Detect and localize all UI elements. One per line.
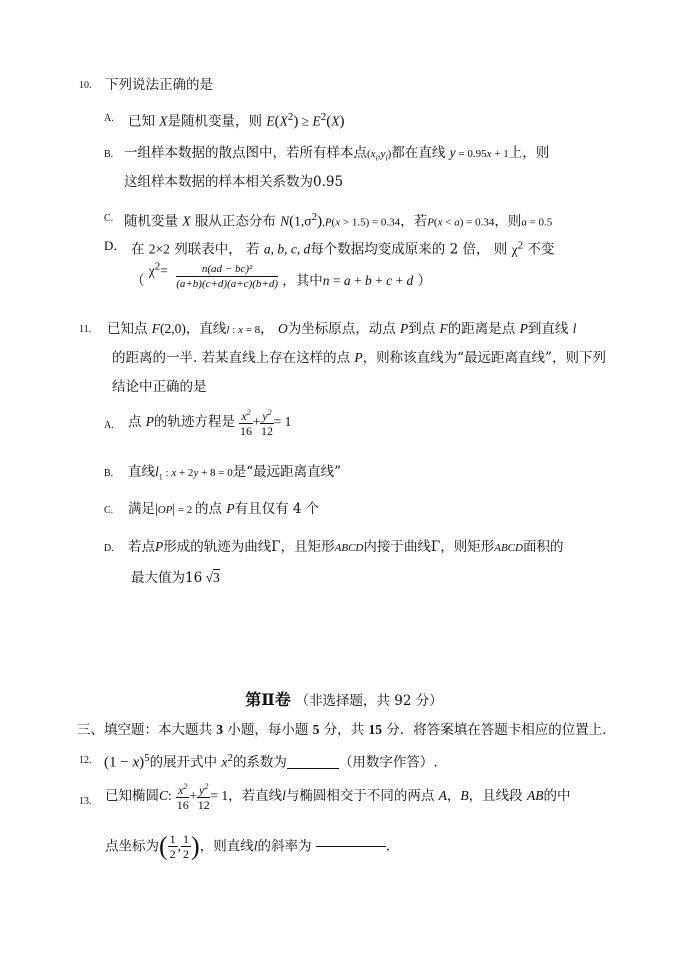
q10-number: 10. <box>79 80 92 91</box>
q11-stem-5: 到点 <box>408 321 436 337</box>
q10-option-b-line1: 一组样本数据的散点图中，若所有样本点$(x_i,y_i)$都在直线 y = 0.95x + 1上，则 <box>124 145 550 163</box>
q11-c-text-3: 有且仅有 4 个 <box>234 501 320 517</box>
q10-b-line-eq: y <box>449 145 456 160</box>
q11-option-a: 点 P的轨迹方程是 $\frac{x^2}{16}$ + $\frac{y^2}{12}$ = 1 <box>128 408 292 438</box>
q10-d-text-5: ，其中 <box>282 273 323 289</box>
q11-a-text-1: 点 <box>128 414 142 430</box>
part2-title <box>0 690 688 711</box>
q10-b-text-2: 都在直线 <box>391 145 446 161</box>
q11-option-d-line2: 最大值为16 √3 <box>131 570 220 586</box>
q11-option-d-line1: 若点P形成的轨迹为曲线Γ，且矩形ABCD内接于曲线Γ，则矩形ABCD面积的 <box>128 539 564 555</box>
section3-n3: 15 <box>368 722 382 737</box>
q12-text-1: 的展开式中 <box>149 754 218 771</box>
q10-d-formula-num: n(ad − bc)² <box>176 262 278 277</box>
q11-option-d-label: D. <box>104 543 114 554</box>
q11-stem-1: 已知点 <box>107 321 148 337</box>
section3-n1: 3 <box>216 722 224 737</box>
q11-option-a-label: A. <box>104 420 114 431</box>
section3-text-3: 分，共 <box>323 722 365 738</box>
q10-b-point: ( <box>367 148 371 160</box>
q10-option-a: 已知 X是随机变量，则 $E(X^2) \ge E^2(X)$ <box>128 111 345 130</box>
q12-line: $(1 - x)^5$的展开式中 $x^2$的系数为 （用数字作答）. <box>104 752 438 771</box>
q10-a-inequality: E <box>266 113 275 129</box>
section3-n2: 5 <box>312 722 320 737</box>
q12-answer-blank[interactable] <box>287 768 339 769</box>
q11-c-text-1: 满足 <box>128 501 155 517</box>
q11-d-text-5: 最大值为16 <box>131 570 203 586</box>
q13-text-4: ，且线段 <box>468 788 523 804</box>
q11-d-text-1: 若点 <box>128 539 155 555</box>
q11-a-text-2: 的轨迹方程是 <box>154 414 236 430</box>
q11-stem-4: 为坐标原点，动点 <box>287 321 396 337</box>
q13-line2-4: . <box>385 838 391 855</box>
q13-answer-blank[interactable] <box>316 846 386 847</box>
q11-stem-3: ， <box>260 321 274 337</box>
q11-stem-6: 的距离是点 <box>447 321 516 337</box>
q11-stem-2: ，直线 <box>185 321 227 337</box>
q10-stem: 下列说法正确的是 <box>105 77 213 93</box>
part2-subtitle: （非选择题，共 92 分） <box>295 693 443 709</box>
q10-c-text-1: 随机变量 <box>124 213 178 230</box>
section3-text-4: 分．将答案填在答题卡相应的位置上． <box>386 722 616 738</box>
q10-c-text-3: ，若 <box>400 213 428 230</box>
q11-option-c: 满足|OP| = 2 的点 P有且仅有 4 个 <box>128 501 320 517</box>
q10-option-b-label: B. <box>104 149 114 160</box>
q11-d-text-3: 内接于曲线Γ，则矩形 <box>363 539 495 555</box>
q11-d-text-4: 面积的 <box>522 539 564 555</box>
q11-line2-2: ，则称该直线为“最远距离直线”，则下列 <box>362 350 606 366</box>
q11-d-text-2: 形成的轨迹为曲线Γ，且矩形 <box>163 539 335 555</box>
q10-d-text-4: 不变 <box>527 241 555 258</box>
q12-number: 12. <box>79 755 92 766</box>
q11-number: 11. <box>79 324 92 335</box>
section3-instruction <box>77 721 616 739</box>
q11-line2-1: 的距离的一半. 若某直线上存在这样的点 <box>112 350 351 366</box>
q10-d-chi2: $\chi^2$ <box>511 239 524 257</box>
q11-stem-line3: 结论中正确的是 <box>112 379 207 395</box>
q10-d-text-3: 每个数据均变成原来的 2 倍， 则 <box>310 241 508 258</box>
q10-c-text-2: 服从正态分布 <box>194 213 276 230</box>
q10-b-text-1: 一组样本数据的散点图中，若所有样本点 <box>124 145 367 161</box>
q10-option-d-label: D． <box>104 238 127 253</box>
q10-d-text-2: 列联表中， 若 <box>174 241 260 258</box>
q11-stem-line2: 的距离的一半. 若某直线上存在这样的点 P，则称该直线为“最远距离直线”，则下列 <box>112 350 606 366</box>
q10-b-text-3: 上，则 <box>508 145 550 161</box>
q13-text-3: 与椭圆相交于不同的两点 <box>285 788 435 804</box>
q10-option-d-formula: （ $\chi^2=$ $\frac{\text{n(ad − bc)²}}{(a+b)(c+d)(a+c)(b+d)}$ ，其中n = a + b + c + d ） <box>131 260 432 290</box>
part2-title-text: 第Ⅱ卷 <box>245 690 291 709</box>
q13-number: 13. <box>79 796 92 807</box>
q11-option-b: 直线$l_1$ : x + 2y + 8 = 0是“最远距离直线” <box>128 464 342 482</box>
q10-option-c-label: C. <box>104 213 114 224</box>
q12-text-3: （用数字作答）. <box>338 754 438 771</box>
q10-d-text-1: 在 <box>131 241 145 258</box>
q13-line2-3: 的斜率为 <box>257 838 312 855</box>
q10-c-normal: N <box>280 213 290 229</box>
q10-option-a-label: A. <box>104 113 114 124</box>
q13-text-5: 的中 <box>543 788 571 804</box>
q12-text-2: 的系数为 <box>232 754 287 771</box>
section3-text-2: 小题，每小题 <box>227 722 309 738</box>
q10-c-text-4: ，则 <box>494 213 522 230</box>
q10-d-abcd: a, b, c, d <box>263 241 311 257</box>
q10-d-formula-den: (a+b)(c+d)(a+c)(b+d) <box>176 278 278 290</box>
q10-option-c: 随机变量 X 服从正态分布 $N(1,\sigma^2),P(x > 1.5) = 0.34$，若P(x < a) = 0.34，则a = 0.5 <box>124 211 553 230</box>
q10-d-2x2: 2×2 <box>148 241 170 257</box>
q11-option-c-label: C. <box>104 505 114 516</box>
q10-a-math-x: X <box>159 113 168 129</box>
q13-line2-2: ，则直线 <box>199 838 254 855</box>
q11-b-text-1: 直线 <box>128 464 155 480</box>
q10-b-text-4: 这组样本数据的样本相关系数为0.95 <box>124 174 344 190</box>
q11-stem-7: 到直线 <box>527 321 569 337</box>
q11-option-b-label: B. <box>104 468 114 479</box>
q10-c-x: X <box>182 213 191 229</box>
q11-b-text-2: 是“最远距离直线” <box>232 464 342 480</box>
q13-text-2: ，若直线 <box>228 788 283 804</box>
q11-stem-line1: 已知点 F(2,0)，直线l : x = 8， O为坐标原点，动点 P到点 F的距离是点 P到直线 l <box>107 321 577 337</box>
q10-option-d-line1 <box>131 236 554 259</box>
section3-text-1: 三、填空题：本大题共 <box>77 722 212 738</box>
q13-line1: 已知椭圆C: $\frac{x^2}{16}$ + $\frac{y^2}{12}$ = 1，若直线l与椭圆相交于不同的两点 A，B，且线段 AB的中 <box>105 782 571 812</box>
q10-a-text-2: 是随机变量，则 <box>167 113 263 130</box>
q13-line2-1: 点坐标为 <box>105 838 159 855</box>
q10-a-text-1: 已知 <box>128 113 155 130</box>
q13-line2: 点坐标为( $\frac{1}{2}$ , $\frac{1}{2}$ )，则直线l的斜率为 . <box>105 831 391 861</box>
q13-text-1: 已知椭圆 <box>105 788 159 804</box>
q11-c-text-2: 的点 <box>195 501 223 517</box>
